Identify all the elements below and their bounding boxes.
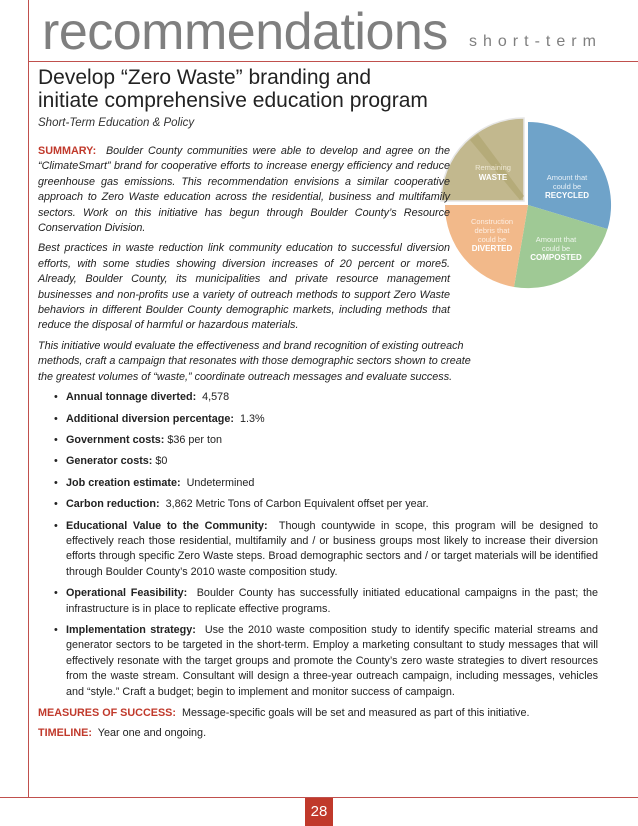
summary-paragraph <box>38 144 450 236</box>
fact-item: • Job creation estimate: Undetermined <box>54 476 255 489</box>
fact-value: 1.3% <box>239 412 265 425</box>
section-title: recommendations <box>42 3 448 61</box>
pie-label-recycled-line3: RECYCLED <box>544 191 590 200</box>
left-margin-rule <box>28 0 29 797</box>
fact-label: Government costs: <box>66 433 165 446</box>
fact-value: Undetermined <box>186 476 255 489</box>
fact-item: • Educational Value to the Community: Though countywide in scope, this program will be designed to effectively reach those residential, multifamily and / or business groups most likely to increase their diversion efforts through specific Zero Waste steps. Broad demographic sectors and / or target materials will be identified through Boulder County’s 2010 waste composition study. <box>54 519 599 578</box>
fact-value: 4,578 <box>202 391 230 404</box>
fact-value: Though countywide in scope, this program will be designed to effectively reach those residential, multifamily and / or business groups most likely to increase their diversion efforts through specific Zero Waste steps. Broad demographic sectors and / or target materials will be identified through Boulder County’s 2010 waste composition study. <box>66 519 599 578</box>
fact-value: $0 <box>155 455 168 468</box>
pie-label-composted-line3: COMPOSTED <box>530 253 582 262</box>
fact-item: • Additional diversion percentage: 1.3% <box>54 412 265 425</box>
fact-label: Implementation strategy: <box>66 623 196 636</box>
section-subtitle: short-term <box>469 33 602 50</box>
pie-label-recycled-line1: Amount that <box>546 173 588 182</box>
fact-label: Job creation estimate: <box>66 476 181 489</box>
fact-label: Operational Feasibility: <box>66 587 188 600</box>
fact-value: $36 per ton <box>167 433 223 446</box>
fact-value: 3,862 Metric Tons of Carbon Equivalent offset per year. <box>165 498 429 511</box>
timeline-paragraph <box>38 726 598 741</box>
fact-value: Use the 2010 waste composition study to identify specific material streams and generator sectors to be targeted in the short-term. Employ a marketing consultant to study messages that will effectively resonate with the target groups and promote the County’s zero waste strategies to divert resources from the waste stream. Consultant will design a three-year outreach campaign, including messages, vehicles and “style.” Craft a budget; begin to implement and monitor success of campaign. <box>66 623 599 698</box>
timeline-label: TIMELINE: <box>38 727 92 740</box>
fact-item: • Annual tonnage diverted: 4,578 <box>54 391 230 404</box>
fact-label: Annual tonnage diverted: <box>66 391 197 404</box>
fact-item: • Government costs: $36 per ton <box>54 433 223 446</box>
summary-text: Boulder County communities were able to develop and agree on the “ClimateSmart” brand for cooperative efforts to increase energy efficiency and reduce greenhouse gas emissions. This recommendation envisions a similar cooperative approach to Zero Waste education across the residential, business and multifamily sectors. Work on this initiative has begun through Boulder County’s Resource Conservation Division. <box>38 145 450 235</box>
fact-item: • Carbon reduction: 3,862 Metric Tons of Carbon Equivalent offset per year. <box>54 498 429 511</box>
headline-line-1: Develop “Zero Waste” branding and <box>38 66 372 89</box>
pie-label-diverted-line3: could be <box>477 235 507 244</box>
pie-label-diverted-line4: DIVERTED <box>471 244 513 253</box>
pie-label-waste-line1: Remaining <box>475 163 511 172</box>
fact-label: Additional diversion percentage: <box>66 412 234 425</box>
fact-item: • Implementation strategy: Use the 2010 waste composition study to identify specific material streams and generator sectors to be targeted in the short-term. Employ a marketing consultant to study messages that will effectively resonate with the target groups and promote the County’s zero waste strategies to divert resources from the waste stream. Consultant will design a three-year outreach campaign, including messages, vehicles and “style.” Craft a budget; begin to implement and monitor success of campaign. <box>54 623 599 698</box>
fact-item: • Operational Feasibility: Boulder County has successfully initiated educational campaigns in the past; the infrastructure is in place to replicate effective programs. <box>54 587 598 615</box>
facts-list <box>38 390 598 700</box>
measures-label: MEASURES OF SUCCESS: <box>38 707 176 719</box>
measures-text: Message-specific goals will be set and measured as part of this initiative. <box>181 707 530 719</box>
headline-line-2: initiate comprehensive education program <box>38 89 428 112</box>
best-practices-paragraph: Best practices in waste reduction link community education to successful diversion efforts, with some studies showing diversion increases of 20 percent or more5. Already, Boulder County, its municipalities and private resource management businesses and non-profits use a variety of outreach methods to support Zero Waste behaviors in different Boulder County demographic markets, including methods that reduce the disposal of harmful or hazardous materials. <box>38 242 450 332</box>
fact-value: Boulder County has successfully initiated educational campaigns in the past; the infrastructure is in place to replicate effective programs. <box>66 587 598 615</box>
pie-label-recycled-line2: could be <box>552 182 582 191</box>
fact-label: Generator costs: <box>66 455 153 468</box>
fact-label: Carbon reduction: <box>66 498 160 511</box>
pie-label-diverted-line1: Construction <box>470 217 514 226</box>
timeline-text: Year one and ongoing. <box>97 727 207 740</box>
body-content <box>38 144 598 747</box>
fact-item: • Generator costs: $0 <box>54 455 168 468</box>
headline-subtitle: Short-Term Education & Policy <box>38 117 195 129</box>
page-number: 28 <box>305 798 333 826</box>
fact-label: Educational Value to the Community: <box>66 519 268 532</box>
pie-label-waste-line2: WASTE <box>478 173 508 182</box>
pie-label-diverted-line2: debris that <box>474 226 510 235</box>
pie-label-composted-line2: could be <box>541 244 571 253</box>
summary-label: SUMMARY: <box>38 145 97 157</box>
measures-paragraph <box>38 706 598 721</box>
pie-label-composted-line1: Amount that <box>535 235 577 244</box>
initiative-paragraph: This initiative would evaluate the effectiveness and brand recognition of existing outreach methods, craft a campaign that resonates with those demographic sectors shown to create the greatest volumes of “waste,” coordinate outreach messages and evaluate success. <box>38 339 471 383</box>
page-headline <box>38 66 438 112</box>
